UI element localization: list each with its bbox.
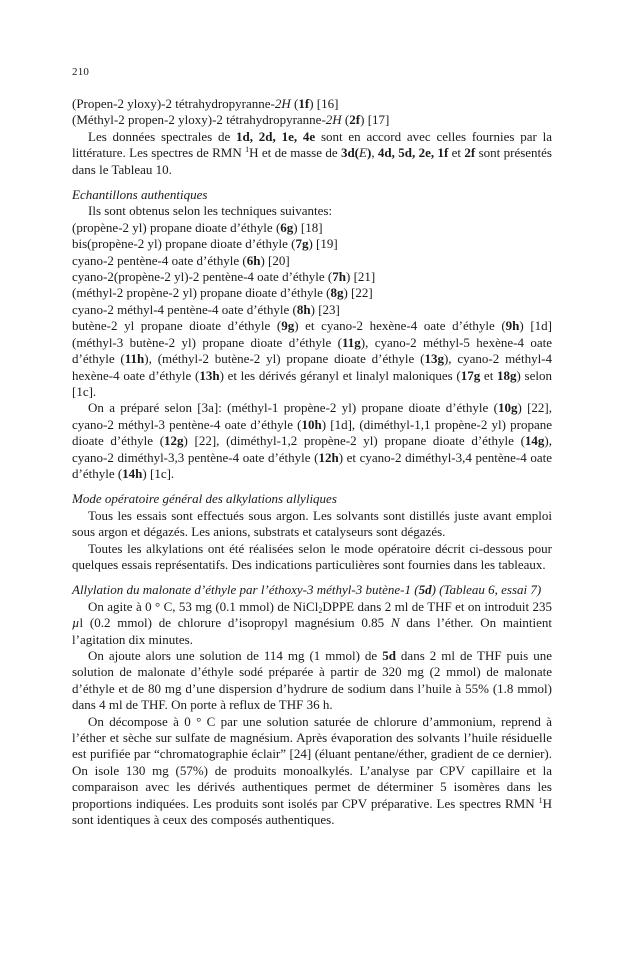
section-heading: Allylation du malonate d’éthyle par l’éthoxy-3 méthyl-3 butène-1 (5d) (Tableau 6, essai 7) bbox=[72, 582, 542, 598]
section-heading: Mode opératoire général des alkylations allyliques bbox=[72, 491, 337, 507]
paragraph: On agite à 0 ° C, 53 mg (0.1 mmol) de NiCl$_2$DPPE dans 2 ml de THF et on introduit 235 µl (0.2 mmol) de chlorure d’isopropyl magnésium 0.85 N dans l’éther. On maintient l’agitation dix minutes. bbox=[72, 598, 552, 647]
paragraph: butène-2 yl propane dioate d’éthyle (9g) et cyano-2 hexène-4 oate d’éthyle (9h) [1d] (méthyl-3 butène-2 yl) propane dioate d’éthyle (11g), cyano-2 méthyl-5 hexène-4 oate d’éthyle (11h), (méthyl-2 butène-2 yl) propane dioate d’éthyle (13g), cyano-2 méthyl-4 hexène-4 oate d’éthyle (13h) et les dérivés géranyl et linalyl maloniques (17g et 18g) selon [1c]. bbox=[72, 318, 553, 399]
paragraph: (Méthyl-2 propen-2 yloxy)-2 tétrahydropyranne-2H (2f) [17] bbox=[72, 112, 390, 128]
page-number: 210 bbox=[72, 66, 90, 78]
paragraph: (méthyl-2 propène-2 yl) propane dioate d’éthyle (8g) [22] bbox=[72, 285, 373, 301]
page-body bbox=[72, 96, 552, 828]
paragraph: Toutes les alkylations ont été réalisées selon le mode opératoire décrit ci-dessous pour quelques essais représentatifs. Des indications particulières sont fournies dans les tableaux. bbox=[72, 540, 552, 572]
section-heading: Echantillons authentiques bbox=[72, 187, 208, 203]
paragraph: On a préparé selon [3a]: (méthyl-1 propène-2 yl) propane dioate d’éthyle (10g) [22], cyano-2 méthyl-3 pentène-4 oate d’éthyle (10h) [1d], (diméthyl-1,1 propène-2 yl) propane dioate d’éthyle (12g) [22], (diméthyl-1,2 propène-2 yl) propane dioate d’éthyle (14g), cyano-2 diméthyl-3,3 pentène-4 oate d’éthyle (12h) et cyano-2 diméthyl-3,4 pentène-4 oate d’éthyle (14h) [1c]. bbox=[72, 400, 553, 481]
paragraph: On décompose à 0 ° C par une solution saturée de chlorure d’ammonium, reprend à l’éther et sèche sur sulfate de magnésium. Après évaporation des solvants l’huile résiduelle est purifiée par “chromatographie éclair” [24] (éluant pentane/éther, gradient de ce dernier). On isole 130 mg (57%) de produits monoalkylés. L’analyse par CPV capillaire et la comparaison avec les dérivés authentiques permet de déterminer 5 isomères dans les proportions indiquées. Les produits sont isolés par CPV préparative. Les spectres RMN $^1$H sont identiques à ceux des composés authentiques. bbox=[72, 713, 552, 828]
paragraph: Tous les essais sont effectués sous argon. Les solvants sont distillés juste avant emploi sous argon et dégazés. Les anions, substrats et catalyseurs sont dégazés. bbox=[72, 507, 552, 540]
paragraph: (Propen-2 yloxy)-2 tétrahydropyranne-2H (1f) [16] bbox=[72, 96, 339, 111]
paragraph: cyano-2(propène-2 yl)-2 pentène-4 oate d’éthyle (7h) [21] bbox=[72, 269, 376, 285]
paragraph: (propène-2 yl) propane dioate d’éthyle (6g) [18] bbox=[72, 219, 323, 235]
paragraph: cyano-2 pentène-4 oate d’éthyle (6h) [20] bbox=[72, 252, 290, 268]
paragraph: bis(propène-2 yl) propane dioate d’éthyle (7g) [19] bbox=[72, 236, 338, 252]
paragraph: Les données spectrales de 1d, 2d, 1e, 4e sont en accord avec celles fournies par la littérature. Les spectres de RMN $^1$H et de masse de 3d(E), 4d, 5d, 2e, 1f et 2f sont présentés dans le Tableau 10. bbox=[72, 128, 553, 177]
paragraph: cyano-2 méthyl-4 pentène-4 oate d’éthyle (8h) [23] bbox=[72, 301, 340, 317]
paragraph: Ils sont obtenus selon les techniques suivantes: bbox=[88, 203, 333, 219]
paragraph: On ajoute alors une solution de 114 mg (1 mmol) de 5d dans 2 ml de THF puis une solution de malonate d’éthyle sodé préparée à partir de 320 mg (2 mmol) de malonate d’éthyle et de 80 mg d’une dispersion d’hydrure de sodium dans l’huile à 55% (1.8 mmol) dans 4 ml de THF. On porte à reflux de THF 36 h. bbox=[72, 648, 552, 713]
